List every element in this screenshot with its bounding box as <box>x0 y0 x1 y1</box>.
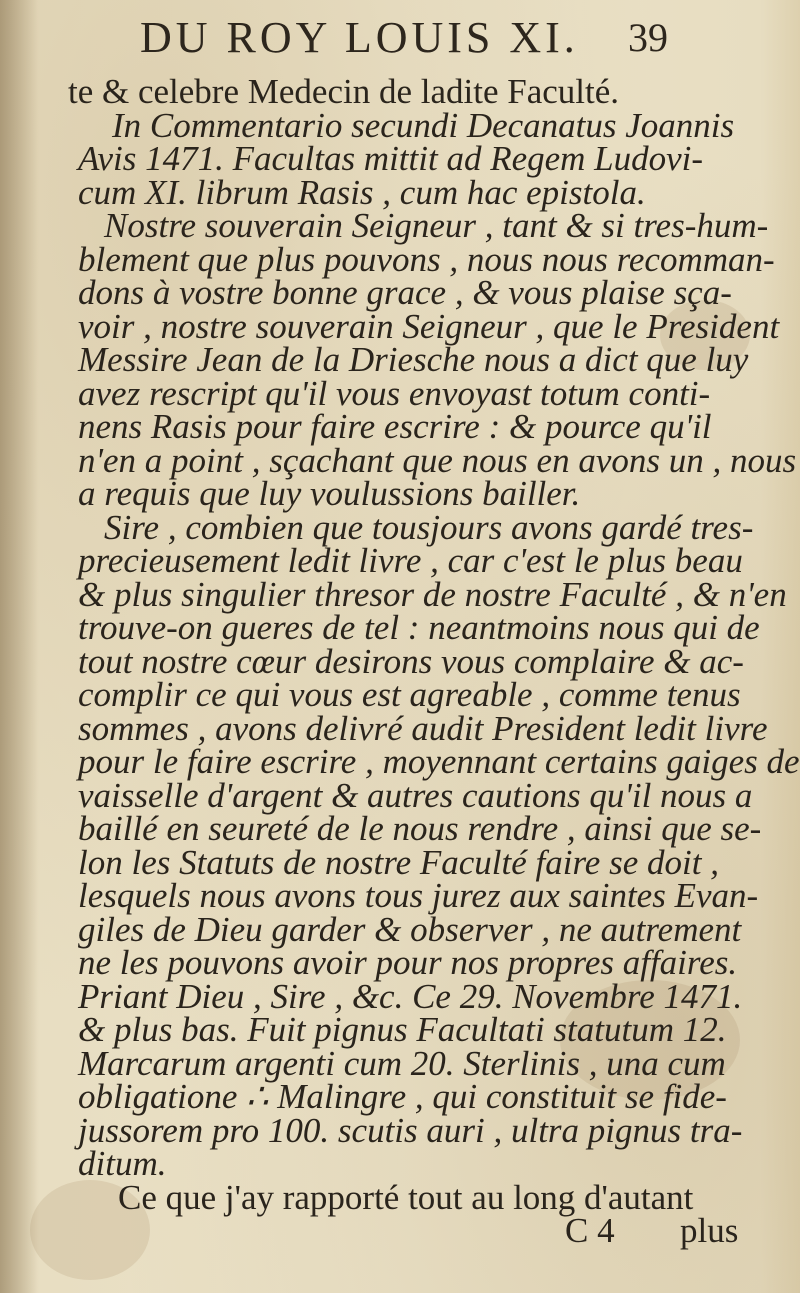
text-line: trouve-on gueres de tel : neantmoins nous qui de <box>78 608 760 647</box>
running-head: DU ROY LOUIS XI. <box>140 13 579 62</box>
text-line: n'en a point , sçachant que nous en avons un , nous <box>78 440 797 480</box>
text-line: Marcarum argenti cum 20. Sterlinis , una cum <box>78 1043 726 1083</box>
text-line: ditum. <box>78 1144 167 1183</box>
text-line: dons à vostre bonne grace , & vous plaise sça- <box>78 273 732 312</box>
text-line: In Commentario secundi Decanatus Joannis <box>112 105 735 145</box>
text-line: a requis que luy voulussions bailler. <box>78 474 581 513</box>
text-line: ne les pouvons avoir pour nos propres affaires. <box>78 943 738 982</box>
text-line: lesquels nous avons tous jurez aux saintes Evan- <box>78 876 759 915</box>
text-line: voir , nostre souverain Seigneur , que le President <box>78 306 780 346</box>
text-line: giles de Dieu garder & observer , ne autrement <box>78 909 742 949</box>
text-line: avez rescript qu'il vous envoyast totum conti- <box>78 373 711 413</box>
text-line: pour le faire escrire , moyennant certains gaiges de <box>78 742 800 781</box>
text-line: Ce que j'ay rapporté tout au long d'autant <box>118 1177 694 1217</box>
text-line: obligatione ∴ Malingre , qui constituit se fide- <box>78 1077 727 1116</box>
text-line: Priant Dieu , Sire , &c. Ce 29. Novembre 1471. <box>78 976 743 1016</box>
text-line: Nostre souverain Seigneur , tant & si tres-hum- <box>104 206 769 245</box>
text-line: sommes , avons delivré audit President ledit livre <box>78 708 768 748</box>
page-number: 39 <box>628 15 668 60</box>
text-line: Sire , combien que tousjours avons gardé tres- <box>104 507 754 547</box>
text-line: baillé en seureté de le nous rendre , ainsi que se- <box>78 809 762 848</box>
text-line: & plus singulier thresor de nostre Faculté , & n'en <box>78 574 787 614</box>
text-line: jussorem pro 100. scutis auri , ultra pignus tra- <box>78 1110 743 1150</box>
text-line: blement que plus pouvons , nous nous recomman- <box>78 239 775 279</box>
text-line: tout nostre cœur desirons vous complaire & ac- <box>78 641 744 681</box>
text-line: Messire Jean de la Driesche nous a dict que luy <box>78 340 749 379</box>
catchword: plus <box>680 1211 739 1250</box>
signature-mark: C 4 <box>565 1211 615 1250</box>
text-line: te & celebre Medecin de ladite Faculté. <box>68 72 619 111</box>
text-line: & plus bas. Fuit pignus Facultati statutum 12. <box>78 1010 727 1049</box>
text-line: complir ce qui vous est agreable , comme tenus <box>78 675 741 714</box>
text-line: precieusement ledit livre , car c'est le plus beau <box>78 541 743 580</box>
text-line: Avis 1471. Facultas mittit ad Regem Ludovi- <box>78 139 704 178</box>
text-line: cum XI. librum Rasis , cum hac epistola. <box>78 172 646 212</box>
text-line: vaisselle d'argent & autres cautions qu'il nous a <box>78 775 753 815</box>
text-line: lon les Statuts de nostre Faculté faire se doit , <box>78 842 719 882</box>
text-line: nens Rasis pour faire escrire : & pource qu'il <box>78 407 712 446</box>
